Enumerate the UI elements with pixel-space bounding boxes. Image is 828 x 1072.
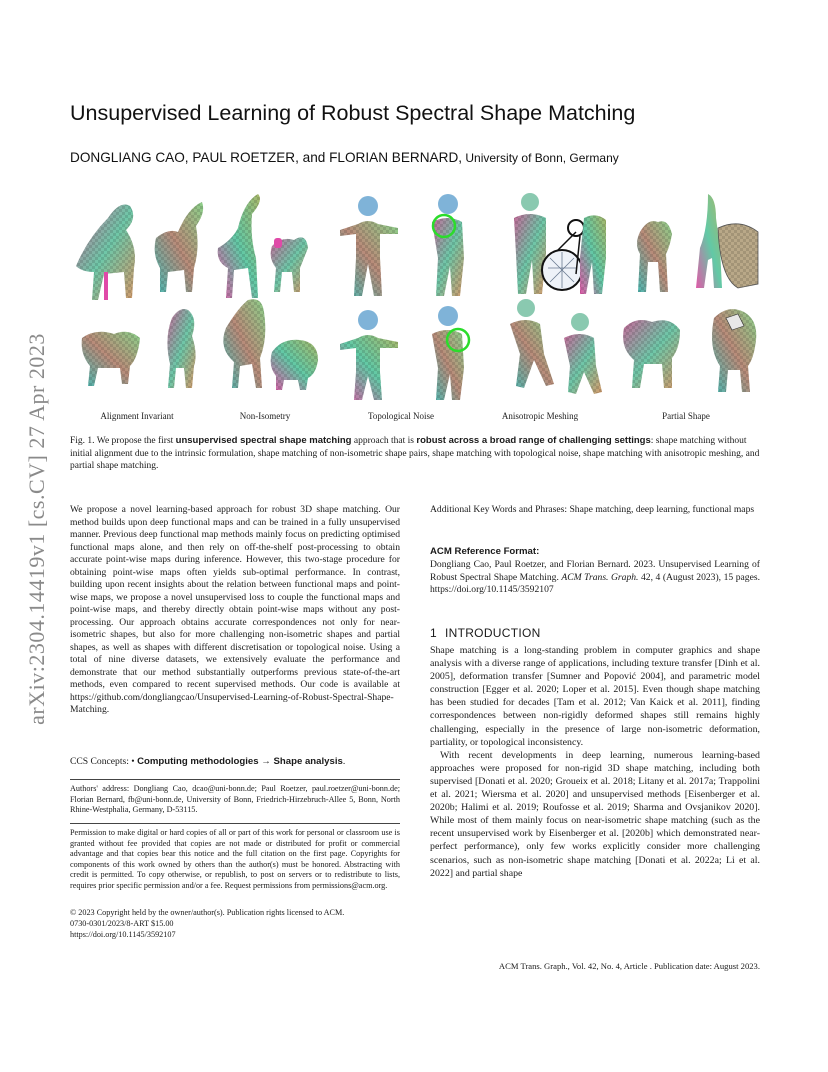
- author-line: [70, 150, 619, 165]
- shape-horse-3: [82, 332, 140, 386]
- ccs-concepts: [70, 756, 345, 767]
- shape-camel: [223, 299, 265, 388]
- shape-human-3: [340, 310, 398, 400]
- doi: https://doi.org/10.1145/3592107: [70, 930, 176, 939]
- arxiv-stamp: [22, 284, 52, 774]
- section-number: 1: [430, 626, 437, 640]
- acm-reference-heading: ACM Reference Format:: [430, 546, 540, 557]
- caption-bold-1: unsupervised spectral shape matching: [175, 435, 352, 446]
- shape-partial-2: [712, 309, 756, 392]
- teaser-figure-shapes: [68, 188, 762, 424]
- caption-lead: Fig. 1. We propose the first: [70, 436, 176, 446]
- shape-horse-1: [76, 205, 135, 301]
- page-footer: ACM Trans. Graph., Vol. 42, No. 4, Article . Publication date: August 2023.: [498, 961, 760, 971]
- label-topological-noise: Topological Noise: [367, 411, 435, 421]
- shape-human-5: [514, 193, 546, 294]
- keywords: Additional Key Words and Phrases: Shape matching, deep learning, functional maps: [430, 504, 755, 515]
- caption-rest: : shape matching without initial alignment due to the intrinsic formulation, shape matching of non-isometric shape pairs, shape matching with topological noise, shape matching with anisotropic meshing, and partial shape matching.: [70, 436, 760, 472]
- permission-notice: Permission to make digital or hard copies of all or part of this work for personal or classroom use is granted without fee provided that copies are not made or distributed for profit or commercial advantage and that copies bear this notice and the full citation on the first page. Copyrights for components of this work owned by others than the author(s) must be honored. Abstracting with credit is permitted. To copy otherwise, or republish, to post on servers or to redistribute to lists, requires prior specific permission and/or a fee. Request permissions from permissions@acm.org.: [70, 828, 400, 890]
- shape-horse-4: [167, 309, 195, 388]
- figure-caption: [70, 435, 760, 473]
- shape-human-2: [432, 194, 464, 296]
- intro-paragraph: Shape matching is a long-standing problem in computer graphics and shape analysis with a diverse range of applications, including texture transfer [Dinh et al. 2005], deformation transfer [Sumner and Popović 2004], and parametric model construction [Egger et al. 2020; Loper et al. 2015]. Even though shape matching has been studied for decades [Tam et al. 2012; Van Kaick et al. 2011], finding correspondences between non-rigidly deformed shapes still remains highly challenging, especially in the presence of large non-isometric deformation, partiality, or topological inconsistency.: [430, 645, 760, 748]
- acm-ref-rest: 42, 4 (August 2023), 15 pages. https://doi.org/10.1145/3592107: [430, 571, 760, 595]
- ccs-prefix: CCS Concepts: •: [70, 756, 138, 767]
- acm-reference: [430, 559, 760, 597]
- intro-paragraph: With recent developments in deep learning, numerous learning-based approaches were proposed for non-rigid 3D shape matching, including both supervised [Donati et al. 2020; Groueix et al. 2018; Litany et al. 2017a; Trappolini et al. 2021; Wiersma et al. 2020] and unsupervised methods [Eisenberger et al. 2020b; Halimi et al. 2019; Roufosse et al. 2019; Sharma and Ovsjanikov 2020]. While most of them mainly focus on near-isometric shape matching (such as the recent unsupervised work by Eisenberger et al. [2020b] which demonstrated near-perfect performance), only few works explicitly consider more challenging scenarios, such as non-isometric shape matching [Donati et al. 2022a; Li et al. 2022] and partial shape: [430, 749, 760, 879]
- shape-dog: [271, 237, 308, 292]
- abstract: We propose a novel learning-based approach for robust 3D shape matching. Our method builds upon deep functional maps and can be trained in a fully unsupervised manner. Previous deep functional map methods mainly focus on predicting optimised functional maps alone, and then rely on off-the-shelf post-processing to obtain accurate point-wise maps during inference. However, this two-stage procedure for obtaining point-wise maps often yields sub-optimal performance. In contrast, building upon recent insights about the relation between functional maps and point-wise maps, we propose a novel unsupervised loss to couple the functional maps and point-wise maps, and thereby directly obtain point-wise maps without any post-processing. Our approach obtains accurate correspondences not only for near-isometric shapes, but also for more challenging non-isometric shapes and partial shapes, as well as shapes with different discretisation or topological noise. Using a total of nine diverse datasets, we extensively evaluate the performance and demonstrate that our method substantially outperforms previous state-of-the-art methods, even compared to recent supervised methods. Our code is available at https://github.com/dongliangcao/Unsupervised-Learning-of-Robust-Spectral-Shape-Matching.: [70, 504, 400, 715]
- caption-bold-2: robust across a broad range of challenging settings: [416, 435, 651, 446]
- affiliation: University of Bonn, Germany: [462, 151, 619, 165]
- ccs-concepts-value: Computing methodologies → Shape analysis: [137, 756, 343, 767]
- teaser-figure: [68, 188, 762, 424]
- divider: [70, 823, 400, 824]
- caption-mid: approach that is: [351, 436, 417, 446]
- authors-address: Authors' address: Dongliang Cao, dcao@uni-bonn.de; Paul Roetzer, paul.roetzer@uni-bonn.de; Florian Bernard, fb@uni-bonn.de, University of Bonn, Friedrich-Hirzebruch-Allee 5, Bonn, North Rhine-Westphalia, Germany, D-53115.: [70, 784, 400, 815]
- issn: 0730-0301/2023/8-ART $15.00: [70, 919, 174, 928]
- label-non-isometry: Non-Isometry: [239, 411, 291, 421]
- shape-human-6: [542, 215, 606, 294]
- shape-human-8: [564, 313, 602, 394]
- shape-horse-2: [155, 202, 203, 292]
- section-heading: [430, 626, 541, 640]
- shape-cat: [637, 221, 672, 292]
- divider: [70, 779, 400, 780]
- author-names: DONGLIANG CAO, PAUL ROETZER, and FLORIAN BERNARD,: [70, 150, 463, 165]
- acm-ref-journal: ACM Trans. Graph.: [561, 571, 639, 583]
- label-anisotropic-meshing: Anisotropic Meshing: [501, 411, 579, 421]
- shape-pig: [271, 340, 318, 390]
- introduction-text: [430, 644, 760, 880]
- copyright: © 2023 Copyright held by the owner/author(s). Publication rights licensed to ACM.: [70, 908, 345, 917]
- shape-lion: [623, 320, 680, 388]
- label-alignment-invariant: Alignment Invariant: [100, 411, 174, 421]
- shape-human-4: [432, 306, 469, 400]
- shape-partial-1: [696, 194, 758, 288]
- arxiv-id: arXiv:2304.14419v1 [cs.CV] 27 Apr 2023: [24, 333, 49, 725]
- ccs-suffix: .: [342, 756, 346, 767]
- section-title: INTRODUCTION: [444, 626, 541, 640]
- paper-title: Unsupervised Learning of Robust Spectral Shape Matching: [70, 101, 636, 125]
- label-partial-shape: Partial Shape: [662, 411, 710, 421]
- shape-human-1: [340, 196, 398, 296]
- acm-ref-authors: Dongliang Cao, Paul Roetzer, and Florian Bernard. 2023. Unsupervised Learning of Robust Spectral Shape Matching.: [430, 559, 760, 583]
- shape-human-7: [510, 299, 554, 388]
- shape-giraffe: [218, 194, 260, 298]
